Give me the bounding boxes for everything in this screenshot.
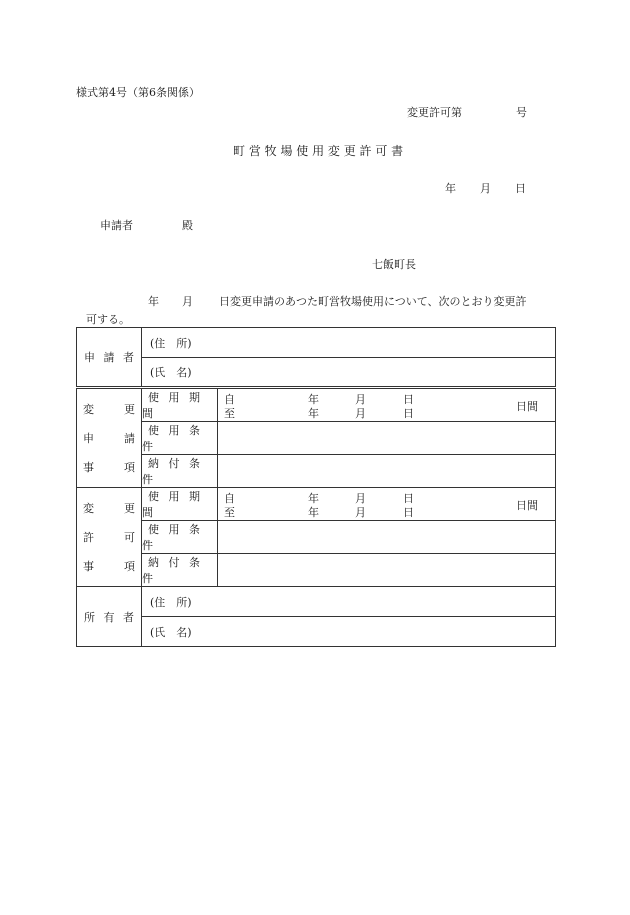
addressee-label: 申請者 <box>100 219 133 232</box>
label-char: 事 <box>83 560 94 574</box>
permit-from-month: 月 <box>355 492 366 505</box>
request-days-label: 日間 <box>516 400 538 413</box>
label-char: 許 <box>83 530 94 544</box>
permit-to-label: 至 <box>224 506 235 519</box>
label-char: 更 <box>124 402 135 416</box>
request-period-label: 使 用 期 間 <box>142 391 203 420</box>
request-to-month: 月 <box>355 407 366 420</box>
change-request-label-cell <box>77 388 142 488</box>
request-from-month: 月 <box>355 393 366 406</box>
applicant-label-char: 者 <box>123 351 134 364</box>
request-conditions-label: 使 用 条 件 <box>142 424 203 453</box>
request-payment-label: 納 付 条 件 <box>142 457 203 486</box>
permit-to-month: 月 <box>355 506 366 519</box>
permit-payment-label: 納 付 条 件 <box>142 556 203 585</box>
request-period-label-cell <box>142 388 218 422</box>
permit-payment-cell <box>218 554 556 587</box>
applicant-name-label: (氏 名) <box>150 366 192 379</box>
label-char: 可 <box>124 530 135 544</box>
owner-name-cell <box>142 617 556 647</box>
owner-label-char: 有 <box>103 610 115 624</box>
permit-period-cell <box>218 488 556 521</box>
body-text-line2: 可する。 <box>86 313 130 326</box>
permit-to-day: 日 <box>403 506 414 519</box>
permit-days-label: 日間 <box>516 499 538 512</box>
addressee-honorific: 殿 <box>182 219 193 232</box>
applicant-label-cell <box>77 328 142 388</box>
owner-label-cell <box>77 587 142 647</box>
owner-address-label: (住 所) <box>150 595 192 609</box>
applicant-label-char: 申 <box>84 351 95 364</box>
document-title: 町 営 牧 場 使 用 変 更 許 可 書 <box>233 144 404 158</box>
label-char: 変 <box>83 501 94 515</box>
request-conditions-label-cell <box>142 422 218 455</box>
request-from-label: 自 <box>224 393 235 406</box>
request-payment-cell <box>218 455 556 488</box>
permit-number-suffix: 号 <box>516 106 527 119</box>
permit-payment-label-cell <box>142 554 218 587</box>
permit-to-year: 年 <box>308 506 319 519</box>
applicant-label-char: 請 <box>103 351 115 364</box>
permit-from-year: 年 <box>308 492 319 505</box>
request-from-year: 年 <box>308 393 319 406</box>
issuer-name: 七飯町長 <box>372 258 416 271</box>
date-year: 年 <box>445 182 456 195</box>
request-conditions-cell <box>218 422 556 455</box>
request-from-day: 日 <box>403 393 414 406</box>
permit-table <box>76 327 556 647</box>
request-to-label: 至 <box>224 407 235 420</box>
date-month: 月 <box>480 182 491 195</box>
request-payment-label-cell <box>142 455 218 488</box>
date-day: 日 <box>515 182 526 195</box>
owner-address-cell <box>142 587 556 617</box>
body-text-line1: 日変更申請のあつた町営牧場使用について、次のとおり変更許 <box>219 295 527 308</box>
label-char: 項 <box>124 461 135 475</box>
permit-period-label-cell <box>142 488 218 521</box>
applicant-address-cell <box>142 328 556 358</box>
label-char: 請 <box>124 431 135 445</box>
request-period-cell <box>218 388 556 422</box>
permit-from-day: 日 <box>403 492 414 505</box>
label-char: 事 <box>83 461 94 475</box>
permit-conditions-label: 使 用 条 件 <box>142 523 203 552</box>
permit-number-prefix: 変更許可第 <box>407 106 462 119</box>
permit-conditions-label-cell <box>142 521 218 554</box>
owner-name-label: (氏 名) <box>150 625 192 639</box>
applicant-address-label: (住 所) <box>150 336 192 350</box>
permit-conditions-cell <box>218 521 556 554</box>
body-year: 年 <box>148 295 159 308</box>
body-month: 月 <box>182 295 193 308</box>
permit-from-label: 自 <box>224 492 235 505</box>
label-char: 変 <box>83 402 94 416</box>
label-char: 更 <box>124 501 135 515</box>
label-char: 申 <box>83 431 94 445</box>
form-number: 様式第4号（第6条関係） <box>76 86 200 99</box>
label-char: 項 <box>124 560 135 574</box>
request-to-year: 年 <box>308 407 319 420</box>
permit-period-label: 使 用 期 間 <box>142 490 203 519</box>
applicant-name-cell <box>142 358 556 388</box>
request-to-day: 日 <box>403 407 414 420</box>
owner-label-char: 者 <box>123 610 134 624</box>
owner-label-char: 所 <box>84 610 95 624</box>
change-permit-label-cell <box>77 488 142 587</box>
